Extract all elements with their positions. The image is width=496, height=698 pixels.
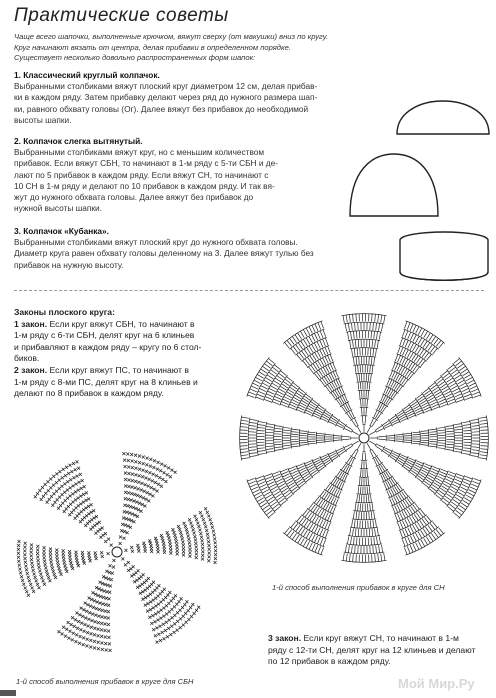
law-3-line: ряду с 12-ти СН, делят круг на 12 клиньев и делают: [268, 644, 476, 655]
classic-cap-shape: [393, 82, 493, 138]
center-ring: [359, 433, 369, 443]
section-line: жут до нужного обхвата головы. Далее вяжут без прибавок до: [14, 192, 254, 203]
law-1-text: Если круг вяжут СБН, то начинают в: [47, 318, 195, 329]
intro-line: Круг начинают вязать от центра, делая прибавки в определенном порядке.: [14, 42, 291, 52]
diagram-wedge: [367, 443, 445, 555]
flat-circle-laws: [14, 307, 201, 400]
diagram-wedge: [341, 444, 386, 562]
section-line: прибавок. Если вяжут СБН, то начинают в 1-м ряду с 5-ти СБН и де-: [14, 158, 279, 169]
law-1-line: 1-м ряду с 6-ти СБН, делят круг на 6 клиньев: [14, 330, 195, 341]
law-3-line: по 12 прибавок в каждом ряду.: [268, 656, 391, 667]
section-heading: 3. Колпачок «Кубанка».: [14, 226, 109, 236]
law-1-line: [14, 319, 201, 331]
section-line: 10 СН в 1-м ряду и делают по 10 прибавок в каждом ряду. И так вя-: [14, 180, 275, 191]
caption-sc-diagram: 1-й способ выполнения прибавок в круге для СБН: [16, 677, 194, 686]
section-line: лают по 5 прибавок в каждом ряду. Если вяжут СН, то начинают с: [14, 169, 269, 180]
law-3-label: 3 закон.: [268, 633, 302, 643]
diagram-wedge: [369, 441, 481, 519]
section-line: ки в каждом ряду. Затем прибавку делают через ряд до нужного размера шап-: [14, 92, 318, 103]
section-kubanka: [14, 226, 314, 271]
diagram-wedge: [247, 357, 359, 435]
page-title: Практические советы: [14, 5, 229, 26]
section-heading: 1. Классический круглый колпачок.: [14, 70, 160, 80]
section-divider: [14, 290, 484, 291]
intro-text: [14, 32, 374, 64]
law-2-text: Если круг вяжут ПС, то начинают в: [47, 364, 189, 375]
kubanka-cap-shape: [395, 228, 493, 286]
section-line: прибавок на нужную высоту.: [14, 259, 124, 270]
diagram-wedge: [119, 452, 177, 545]
watermark: Мой Мир.Ру: [398, 676, 475, 691]
diagram-wedge: [283, 321, 361, 433]
section-line: Выбранными столбиками вяжут круг, но с меньшим количеством: [14, 147, 265, 158]
section-elongated-cap: [14, 136, 278, 214]
diagram-wedge: [367, 321, 445, 433]
laws-heading: Законы плоского круга:: [14, 307, 115, 317]
law-2-line: 1-м ряду с 8-ми ПС, делят круг на 8 клиньев и: [14, 376, 198, 387]
law-3-block: [268, 633, 475, 668]
diagram-wedge: [369, 357, 481, 435]
section-heading: 2. Колпачок слегка вытянутый.: [14, 136, 143, 146]
diagram-wedge: [121, 557, 200, 643]
intro-line: Чаще всего шапочки, выполненные крючком, вяжут сверху (от макушки) вниз по кругу.: [14, 32, 329, 41]
crochet-diagram-dc-12-wedges: [236, 300, 494, 570]
crochet-diagram-sc-6-wedges: [14, 440, 226, 670]
section-line: высоты шапки.: [14, 114, 72, 125]
section-line: Диаметр круга равен обхвату головы деленному на 3. Далее вяжут тулью без: [14, 248, 314, 259]
section-line: нужной высоты шапки.: [14, 203, 102, 214]
diagram-wedge: [34, 460, 113, 546]
diagram-wedge: [283, 443, 361, 555]
law-2-label: 2 закон.: [14, 364, 48, 375]
elongated-cap-shape: [344, 150, 444, 220]
diagram-wedge: [247, 441, 359, 519]
law-1-line: и прибавляют в каждом ряду – кругу по 6 стол-: [14, 341, 202, 352]
diagram-wedge: [370, 415, 488, 460]
law-1-label: 1 закон.: [14, 318, 48, 329]
diagram-wedge: [240, 415, 358, 460]
corner-mark: [0, 690, 16, 696]
law-3-text: Если круг вяжут СН, то начинают в 1-м: [301, 633, 459, 643]
law-2-line: [14, 365, 201, 377]
intro-line: Существует несколько довольно распространенных форм шапок:: [14, 53, 256, 62]
section-line: ки, равного обхвату головы (Ог). Далее вяжут без прибавок до необходимой: [14, 103, 309, 114]
law-2-line: делают по 8 прибавок в каждом ряду.: [14, 388, 164, 399]
law-1-line: биков.: [14, 353, 40, 364]
center-ring: [112, 547, 122, 557]
caption-dc-diagram: 1-й способ выполнения прибавок в круге для СН: [272, 583, 445, 592]
diagram-wedge: [341, 314, 386, 432]
diagram-wedge: [57, 559, 115, 652]
section-line: Выбранными столбиками вяжут плоский круг диаметром 12 см, делая прибав-: [14, 81, 318, 92]
section-classic-cap: [14, 70, 317, 126]
section-line: Выбранными столбиками вяжут плоский круг до нужного обхвата головы.: [14, 237, 298, 248]
